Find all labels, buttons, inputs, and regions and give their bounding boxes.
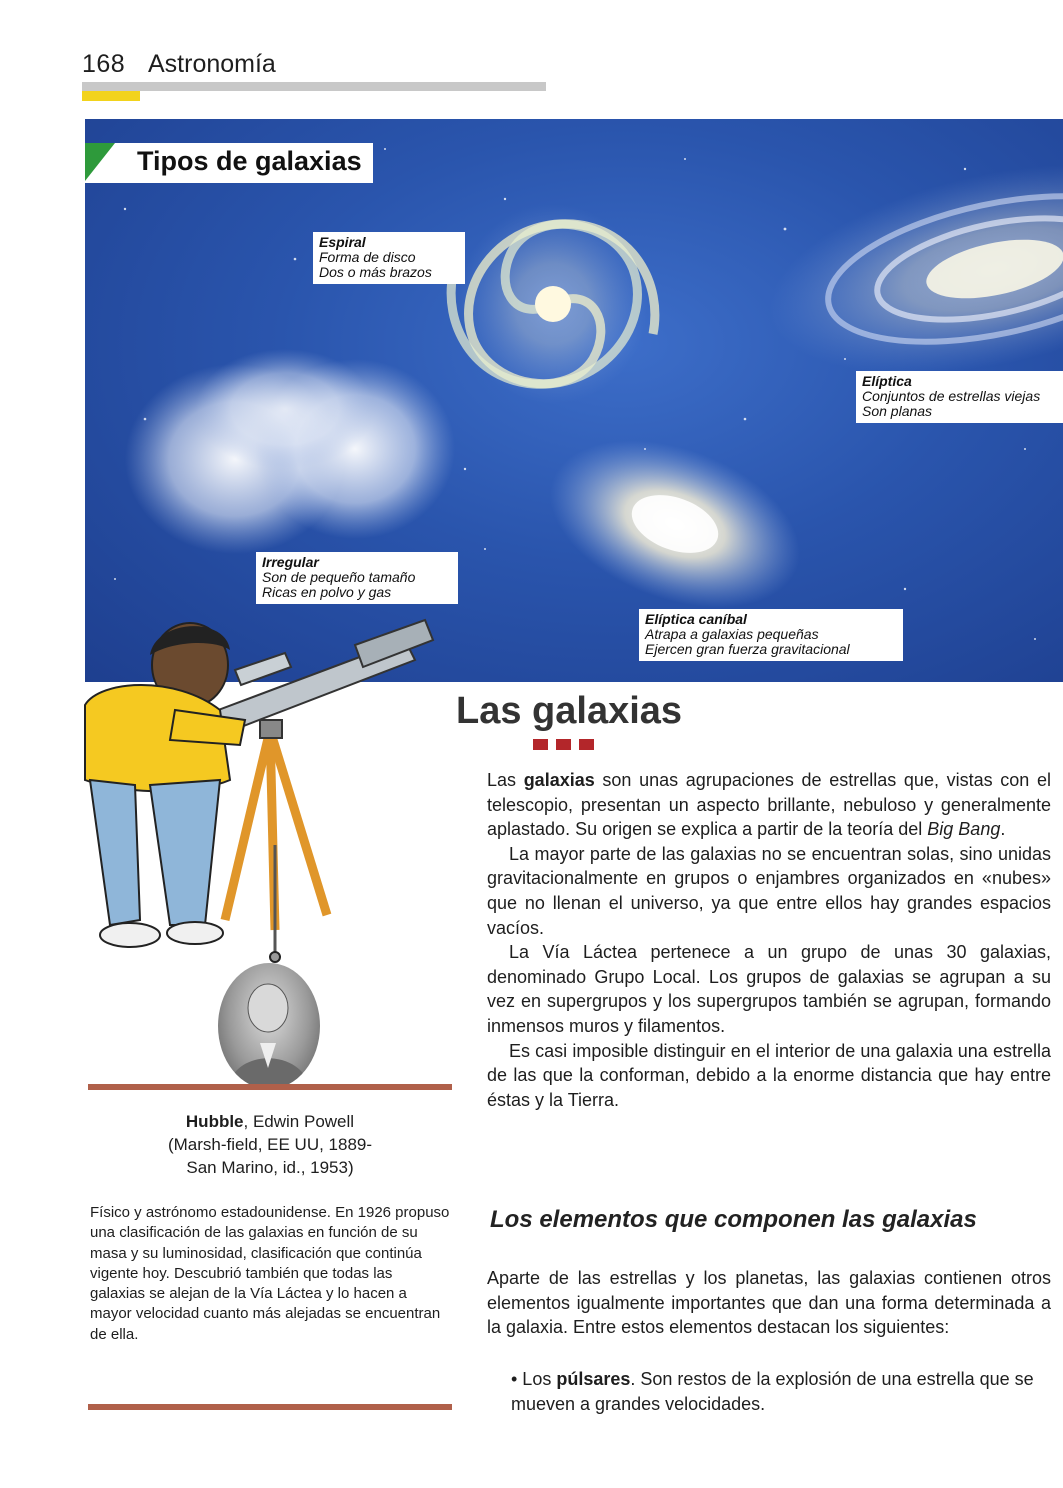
- term-galaxias: galaxias: [523, 770, 595, 790]
- portrait-figure: [218, 963, 320, 1089]
- page-number: 168: [82, 50, 126, 78]
- label-espiral: [313, 232, 465, 284]
- bio-line-2: (Marsh-field, EE UU, 1889-: [167, 1135, 373, 1154]
- text-span: Las: [487, 770, 524, 790]
- sidebar-rule-top: [88, 1084, 452, 1090]
- bio-name-bold: Hubble: [185, 1112, 244, 1131]
- sidebar-rule-bottom: [88, 1404, 452, 1410]
- boy-telescope-illustration: [55, 545, 495, 965]
- title-square: [556, 739, 571, 750]
- label-canibal-line2: Ejercen gran fuerza gravitacional: [645, 641, 850, 657]
- bullet-item: [511, 1367, 1056, 1416]
- header-rule: [82, 82, 546, 91]
- section-subtitle: Los elementos que componen las galaxias: [490, 1206, 977, 1233]
- paragraph-1: [487, 768, 1051, 842]
- label-espiral-line1: Forma de disco: [319, 249, 416, 265]
- elliptical-galaxy: [750, 128, 1063, 409]
- bio-line-3: San Marino, id., 1953): [186, 1158, 354, 1177]
- label-irregular-line1: Son de pequeño tamaño: [262, 569, 416, 585]
- label-eliptica: [856, 371, 1063, 423]
- label-irregular-line2: Ricas en polvo y gas: [262, 584, 392, 600]
- bio-text: Físico y astrónomo estadounidense. En 1926 propuso una clasificación de las galaxias en función de su masa y su luminosidad, clasificación que continúa vigente hoy. Descubrió también que todas las galaxias se alejan de la Vía Láctea y lo hacen a mayor velocidad cuanto más alejadas se encuentran de ella.: [90, 1204, 450, 1343]
- term-big-bang: Big Bang: [927, 819, 1001, 840]
- paragraph-3: La Vía Láctea pertenece a un grupo de unas 30 galaxias, denominado Grupo Local. Los grupos de galaxias se agrupan a su vez en supergrupos y los supergrupos también se agrupan, formando inmensos muros y filamentos.: [487, 942, 1051, 1036]
- article-title: Las galaxias: [456, 690, 683, 732]
- bio-name: [88, 1110, 452, 1133]
- boy: [85, 623, 245, 947]
- cannibal-galaxy: [527, 409, 823, 639]
- label-canibal-name: Elíptica caníbal: [645, 611, 747, 627]
- illustration-title: Tipos de galaxias: [137, 146, 362, 176]
- paragraph-2: La mayor parte de las galaxias no se encuentran solas, sino unidas gravitacionalmente en grupos o enjambres organizados en «nubes» que no llenan el universo, ya que entre ellos hay grandes espacios vacíos.: [487, 843, 1051, 938]
- label-eliptica-line2: Son planas: [862, 403, 933, 419]
- label-eliptica-name: Elíptica: [862, 373, 912, 389]
- article-body: [487, 768, 1051, 1112]
- label-irregular-name: Irregular: [262, 554, 319, 570]
- spiral-galaxy: [451, 204, 655, 404]
- label-espiral-name: Espiral: [319, 234, 366, 250]
- term-pulsares: púlsares: [556, 1369, 631, 1389]
- irregular-galaxy: [125, 349, 455, 554]
- section-body: [487, 1266, 1051, 1340]
- text-span: .: [1000, 819, 1006, 840]
- section-title: Astronomía: [148, 50, 276, 78]
- text-span: . Son restos de la explosión de una estrella que se mueven a grandes velocidades.: [511, 1369, 1034, 1414]
- bio-name-rest: , Edwin Powell: [243, 1112, 355, 1131]
- hubble-portrait: [218, 963, 320, 1089]
- label-canibal: [639, 609, 903, 661]
- text-span: • Los: [511, 1369, 557, 1389]
- label-eliptica-line1: Conjuntos de estrellas viejas: [862, 388, 1041, 404]
- title-square: [579, 739, 594, 750]
- label-canibal-line1: Atrapa a galaxias pequeñas: [645, 626, 819, 642]
- title-square: [533, 739, 548, 750]
- paragraph-5: Aparte de las estrellas y los planetas, las galaxias contienen otros elementos igualmente importantes que dan una forma determinada a la galaxia. Entre estos elementos destacan los siguientes:: [487, 1268, 1051, 1338]
- label-espiral-line2: Dos o más brazos: [319, 264, 432, 280]
- tripod: [225, 730, 327, 962]
- header-accent-bar: [82, 91, 140, 101]
- paragraph-4: Es casi imposible distinguir en el interior de una galaxia una estrella de las que la conforman, debido a la enorme distancia que hay entre éstas y la Tierra.: [487, 1040, 1051, 1110]
- text-span: son unas agrupaciones de estrellas que, vistas con el telescopio, presentan un aspecto brillante, nebuloso y generalmente aplastado. Su origen se explica a partir de la teoría del: [487, 770, 1051, 840]
